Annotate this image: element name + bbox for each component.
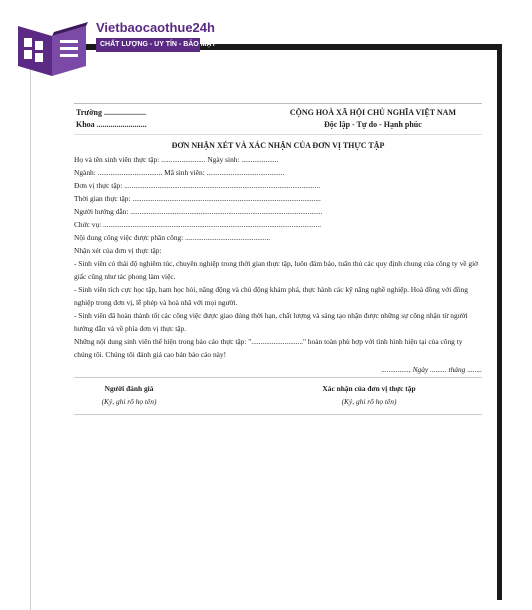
nation-motto: Độc lập - Tự do - Hạnh phúc [324, 120, 422, 129]
school-line: Trường ..................... [76, 108, 146, 117]
evaluator-title: Người đánh giá [104, 384, 154, 393]
field-assigned-work: Nội dung công việc được phân công: .............................................. [74, 233, 271, 242]
field-position: Chức vụ: ...................................................................................................................... [74, 220, 322, 229]
brand-tagline: CHẤT LƯỢNG - UY TÍN - BẢO MẬT [96, 38, 200, 52]
document-title: ĐƠN NHẬN XÉT VÀ XÁC NHẬN CỦA ĐƠN VỊ THỰC TẬP [171, 141, 385, 150]
comment-paragraph-1: - Sinh viên có thái độ nghiêm túc, chuyên nghiệp trong thời gian thực tập, luôn đảm bảo, tuân thủ các quy định chung của công ty về giờ giấc cũng như tác phong làm việc. [74, 259, 479, 281]
field-student-name: Họ và tên sinh viên thực tập: ........................ Ngày sinh: .................... [74, 155, 279, 164]
evaluator-note: (Ký, ghi rõ họ tên) [101, 397, 157, 406]
header-right [290, 107, 456, 131]
comment-paragraph-3: - Sinh viên đã hoàn thành tốt các công việc được giao đúng thời hạn, chất lượng và sáng tạo nhận được những sự công nhận từ người hướng dẫn và về phía đơn vị thực tập. [74, 311, 468, 333]
field-major: Ngành: ................................... Mã sinh viên: .......................................... [74, 168, 285, 177]
field-internship-time: Thời gian thực tập: ...................................................................................................... [74, 194, 321, 203]
document-content [74, 103, 482, 415]
header-left [76, 107, 147, 131]
document-header [74, 103, 482, 135]
unit-confirm-note: (Ký, ghi rõ họ tên) [341, 397, 397, 406]
signature-evaluator [74, 382, 184, 408]
field-supervisor: Người hướng dẫn: ........................................................................................................ [74, 207, 323, 216]
nation-title: CỘNG HOÀ XÃ HỘI CHỦ NGHĨA VIỆT NAM [289, 108, 456, 117]
comment-paragraph-4: Những nội dung sinh viên thể hiện trong báo cáo thực tập: "............................" hoàn toàn phù hợp với tình hình hiện tại của công ty chúng tôi. Chúng tôi đánh giá cao bản báo cáo này! [74, 337, 463, 359]
date-line: ..............., Ngày ......... tháng ........ [381, 365, 482, 374]
field-internship-unit: Đơn vị thực tập: .......................................................................................................... [74, 181, 321, 190]
site-logo [14, 16, 216, 78]
signature-block [74, 377, 482, 415]
signature-unit [254, 382, 484, 408]
field-comments-heading: Nhận xét của đơn vị thực tập: [74, 246, 162, 255]
unit-confirm-title: Xác nhận của đơn vị thực tập [322, 384, 416, 393]
comment-paragraph-2: - Sinh viên tích cực học tập, ham học hỏi, năng động và chủ động khám phá, thực hành các kỹ năng nghề nghiệp. Hoà đồng với đồng nghiệp trong đơn vị, lễ phép và hoà nhã với mọi người. [74, 285, 468, 307]
book-logo-icon [14, 16, 94, 78]
brand-name: Vietbaocaothue24h [96, 20, 215, 35]
faculty-line: Khoa ......................... [76, 120, 147, 129]
